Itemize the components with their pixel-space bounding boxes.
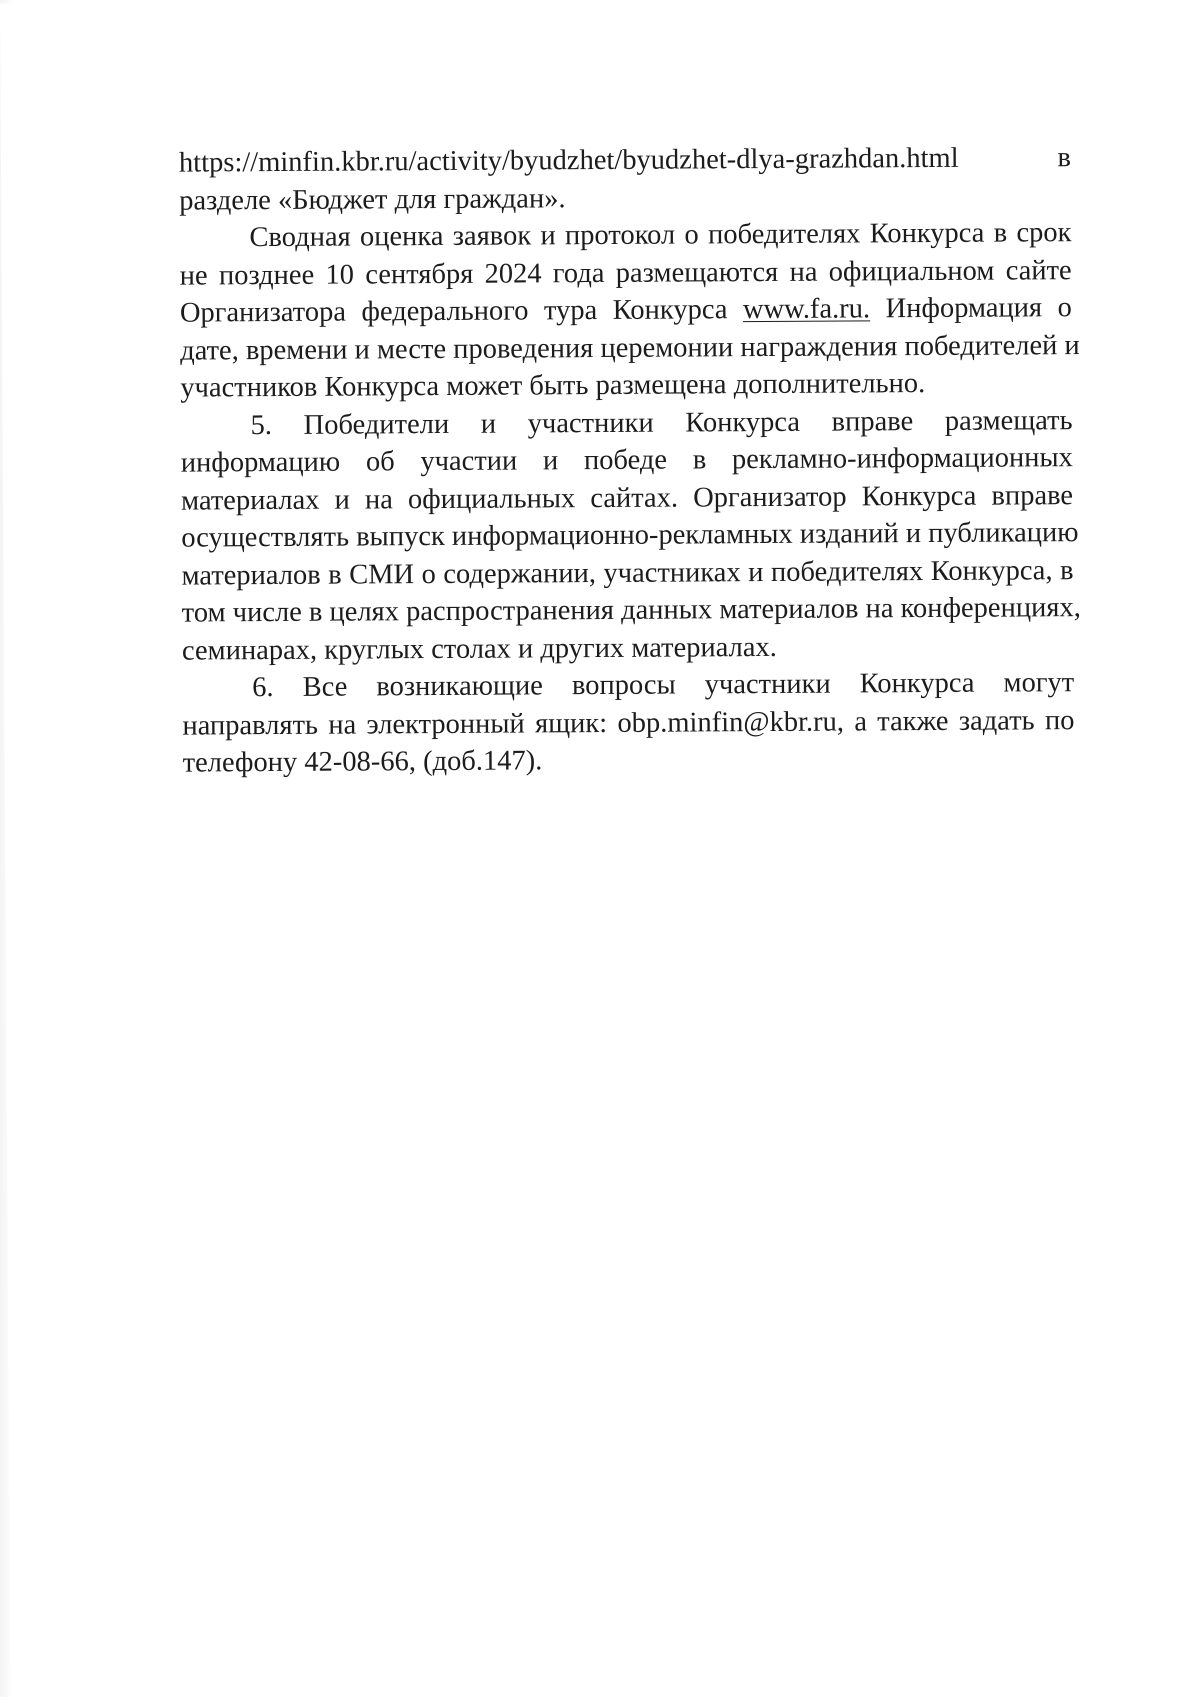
paragraph-6 <box>182 664 1075 782</box>
url-line <box>179 139 1071 182</box>
results-line-4: дате, времени и месте проведения церемонии награждения победителей и <box>180 329 1080 367</box>
results-line-3-end: Информация о <box>870 292 1072 325</box>
p6-line-1: 6. Все возникающие вопросы участники Конкурса могут <box>252 667 1075 704</box>
url-continuation: разделе «Бюджет для граждан». <box>179 182 566 217</box>
p5-line-7: семинарах, круглых столах и других материалах. <box>181 631 777 667</box>
p5-line-3: материалах и на официальных сайтах. Организатор Конкурса вправе <box>180 479 1074 517</box>
p5-line-4: осуществлять выпуск информационно-рекламных изданий и публикацию <box>181 517 1079 554</box>
results-line-1: Сводная оценка заявок и протокол о победителях Конкурса в срок <box>249 217 1072 254</box>
results-line-3-start: Организатора федерального тура Конкурса <box>179 294 744 329</box>
p5-line-1: 5. Победители и участники Конкурса вправе размещать <box>250 404 1073 441</box>
results-line-5: участников Конкурса может быть размещена дополнительно. <box>180 368 926 404</box>
results-line-2: не позднее 10 сентября 2024 года размещаются на официальном сайте <box>179 254 1072 292</box>
p6-line-3: телефону 42-08-66, (доб.147). <box>182 745 543 779</box>
url-trailing-word: в <box>1057 142 1072 174</box>
paragraph-results <box>179 214 1080 407</box>
document-body <box>178 139 1081 782</box>
budget-url[interactable]: https://minfin.kbr.ru/activity/byudzhet/byudzhet-dlya-grazhdan.html <box>178 142 959 179</box>
paragraph-5 <box>180 402 1081 670</box>
p5-line-2: информацию об участии и победе в рекламно-информационных <box>180 442 1073 479</box>
p6-line-2: направлять на электронный ящик: obp.minfin@kbr.ru, а также задать по <box>182 704 1075 742</box>
results-line-3 <box>180 289 1072 332</box>
p5-line-6: том числе в целях распространения данных материалов на конференциях, <box>181 592 1081 629</box>
p5-line-5: материалов в СМИ о содержании, участниках и победителях Конкурса, в <box>181 554 1074 592</box>
fa-ru-link[interactable]: www.fa.ru. <box>742 293 871 326</box>
